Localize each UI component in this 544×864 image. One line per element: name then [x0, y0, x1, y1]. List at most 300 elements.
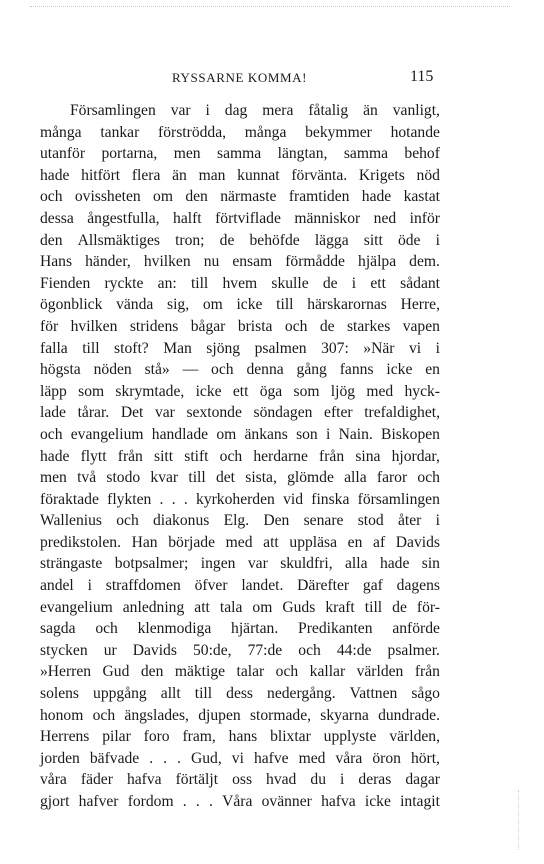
word: Man	[163, 339, 192, 357]
word: tankar	[100, 123, 140, 141]
text-line	[40, 446, 440, 468]
word: en	[425, 361, 440, 379]
word: hvad	[266, 771, 297, 789]
word: tron;	[175, 231, 205, 249]
word: sextonde	[186, 404, 242, 422]
word: ögonblick	[40, 296, 103, 314]
word: gång	[296, 361, 327, 379]
word: foro	[143, 728, 170, 746]
word: förvänta.	[291, 166, 348, 184]
word: klenmodiga	[137, 620, 212, 638]
word: lägga	[314, 231, 349, 249]
word: till	[190, 274, 209, 292]
text-line	[40, 338, 440, 360]
word: sig,	[167, 296, 190, 314]
word: hyck-	[404, 382, 440, 400]
word: Herrens	[40, 728, 90, 746]
word: sitt	[363, 231, 383, 249]
word: många	[40, 123, 82, 141]
word: gaf	[362, 577, 383, 595]
word: en	[347, 533, 363, 551]
word: och	[284, 317, 308, 335]
word: .	[182, 793, 187, 810]
word: alla	[345, 555, 368, 573]
word: kvar	[150, 469, 179, 487]
word: nöden	[93, 361, 132, 379]
word: Den	[263, 512, 290, 530]
word: samma	[343, 145, 388, 163]
word: med	[298, 749, 326, 767]
word: 44:de	[336, 641, 372, 659]
text-line	[40, 597, 440, 619]
word: finska	[311, 490, 350, 508]
word: stoft?	[114, 339, 149, 357]
word: andel	[40, 577, 74, 595]
word: dag	[224, 102, 248, 119]
word: halft	[173, 209, 202, 227]
word: ovänner	[261, 793, 312, 810]
word: fordom	[127, 793, 174, 810]
word: skrymtade,	[115, 382, 185, 400]
top-edge-rule	[30, 6, 510, 7]
word: hjärtan.	[231, 620, 279, 638]
word: de	[322, 274, 338, 292]
word: fram,	[182, 728, 216, 746]
text-line	[40, 769, 440, 791]
word: anförde	[392, 620, 440, 638]
word: skuldfri,	[280, 555, 333, 573]
word: Det	[120, 404, 144, 422]
text-line	[40, 143, 440, 165]
word: kastat	[403, 188, 440, 206]
word: sådant	[400, 274, 440, 292]
word: våra	[40, 771, 67, 789]
text-line	[40, 251, 440, 273]
word: som	[78, 382, 105, 400]
word: mera	[262, 102, 294, 119]
word: de	[219, 231, 235, 249]
word: kyrkoherden	[196, 490, 275, 508]
word: man	[198, 166, 226, 184]
word: dundrade.	[378, 706, 440, 724]
text-line	[40, 467, 440, 489]
word: hotande	[390, 123, 440, 141]
word: och	[211, 361, 234, 379]
word: förströdda,	[158, 123, 227, 141]
word: hans	[228, 728, 258, 746]
word: nu	[203, 253, 220, 271]
word: flera	[131, 166, 161, 184]
word: i	[351, 274, 357, 292]
word: människor	[294, 209, 361, 227]
word: världen	[356, 663, 404, 681]
word: dagens	[396, 577, 440, 595]
word: än	[172, 166, 187, 184]
word: —	[182, 361, 199, 379]
word: fäder	[80, 771, 113, 789]
word: icke	[386, 361, 413, 379]
word: änkans	[244, 425, 288, 443]
word: af	[373, 533, 386, 551]
text-line	[40, 186, 440, 208]
word: från	[414, 663, 440, 681]
word: Elg.	[223, 512, 250, 530]
word: Församlingen	[70, 102, 156, 119]
word: öron	[372, 749, 401, 767]
word: Allsmäktiges	[77, 231, 160, 249]
word: an:	[157, 274, 177, 292]
word: men	[40, 469, 67, 487]
word: läpp	[40, 382, 67, 400]
word: ett	[370, 274, 386, 292]
word: oss	[232, 771, 253, 789]
word: .	[159, 490, 164, 508]
word: förtäljt	[175, 771, 219, 789]
word: den	[140, 663, 164, 681]
page-edge-marks	[518, 790, 520, 850]
word: för	[40, 317, 59, 335]
word: bågar	[190, 317, 226, 335]
word: kallar	[309, 663, 346, 681]
word: och	[298, 641, 321, 659]
word: härskarornas	[307, 296, 387, 314]
body-text	[40, 100, 440, 813]
text-line	[40, 489, 440, 511]
text-line	[40, 208, 440, 230]
word: talar	[236, 663, 265, 681]
word: uppgång	[93, 685, 147, 703]
word: ingen	[200, 555, 236, 573]
word: hade	[361, 188, 392, 206]
word: vi	[408, 339, 422, 357]
word: till	[82, 339, 100, 357]
word: än	[363, 102, 378, 119]
word: med	[225, 533, 253, 551]
word: 77:de	[247, 641, 283, 659]
word: öde	[397, 231, 421, 249]
word: stormade,	[249, 706, 312, 724]
word: och	[275, 663, 299, 681]
word: ljög	[330, 382, 356, 400]
word: 307:	[321, 339, 349, 357]
word: dagar	[405, 771, 440, 789]
word: den	[40, 231, 63, 249]
word: dem.	[409, 253, 440, 271]
word: började	[168, 533, 216, 551]
word: med	[366, 382, 394, 400]
word: som	[293, 382, 320, 400]
word: Davids	[395, 533, 440, 551]
word: starkes	[346, 317, 391, 335]
word: portarna,	[101, 145, 158, 163]
word: att	[263, 533, 279, 551]
word: »Herren	[40, 663, 92, 681]
word: behöfde	[249, 231, 300, 249]
word: och	[95, 620, 118, 638]
word: icke	[236, 296, 263, 314]
word: uppläsa	[289, 533, 338, 551]
word: ett	[232, 382, 249, 400]
word: hitfört	[81, 166, 121, 184]
word: alla	[344, 469, 367, 487]
word: och	[40, 188, 63, 206]
word: ovissheten	[74, 188, 141, 206]
text-line	[40, 100, 440, 122]
word: blixtar	[270, 728, 311, 746]
word: Gud,	[191, 749, 222, 767]
word: skyarna	[320, 706, 369, 724]
word: inför	[409, 209, 440, 227]
word: om	[252, 598, 273, 616]
word: allt	[160, 685, 181, 703]
word: om	[153, 188, 173, 206]
word: framtiden	[288, 188, 350, 206]
word: dessa	[40, 209, 74, 227]
word: och	[417, 469, 440, 487]
word: hafva	[126, 771, 162, 789]
word: åter	[397, 512, 422, 530]
word: hade	[40, 166, 70, 184]
word: till	[364, 598, 383, 616]
word: vapen	[402, 317, 440, 335]
word: »När	[363, 339, 395, 357]
word: Herre,	[400, 296, 440, 314]
text-line	[40, 316, 440, 338]
word: längtan,	[277, 145, 328, 163]
word: hade	[40, 447, 70, 465]
word: stå»	[144, 361, 170, 379]
word: förtviflade	[215, 209, 281, 227]
word: till	[276, 296, 294, 314]
word: söndagen	[253, 404, 313, 422]
word: stycken	[40, 641, 88, 659]
word: icke	[195, 382, 222, 400]
word: intagit	[400, 793, 440, 810]
word: hafver	[78, 793, 119, 810]
word: .	[163, 749, 168, 767]
text-line	[40, 683, 440, 705]
word: närmaste	[220, 188, 277, 206]
word: var	[247, 555, 268, 573]
word: sin	[421, 555, 440, 573]
word: brista	[237, 317, 273, 335]
word: lade	[40, 404, 66, 422]
word: ängslades,	[124, 706, 189, 724]
word: högsta	[40, 361, 81, 379]
word: i	[340, 771, 345, 789]
word: hade	[379, 555, 410, 573]
text-line	[40, 705, 440, 727]
word: de	[392, 598, 407, 616]
word: solens	[40, 685, 79, 703]
word: straffdomen	[105, 577, 181, 595]
word: i	[87, 577, 92, 595]
word: stridens	[129, 317, 179, 335]
word: för-	[416, 598, 440, 616]
text-line	[40, 122, 440, 144]
text-line	[40, 618, 440, 640]
word: hört,	[410, 749, 440, 767]
word: var	[170, 102, 191, 119]
word: sågo	[411, 685, 440, 703]
word: .	[183, 490, 188, 508]
word: Guds	[282, 598, 316, 616]
word: till	[194, 685, 213, 703]
word: .	[195, 793, 200, 810]
word: församlingen	[357, 490, 440, 508]
word: fåtalig	[308, 102, 349, 119]
word: faror	[376, 469, 408, 487]
word: Gud	[102, 663, 130, 681]
word: från	[319, 447, 345, 465]
word: deras	[358, 771, 392, 789]
word: evangelium	[70, 425, 144, 443]
word: hjordar,	[391, 447, 440, 465]
word: ryckte	[104, 274, 144, 292]
word: 50:de,	[192, 641, 232, 659]
word: Biskopen	[381, 425, 440, 443]
word: behof	[404, 145, 440, 163]
word: Nain.	[338, 425, 373, 443]
word: predikstolen.	[40, 533, 121, 551]
word: flytt	[80, 447, 107, 465]
word: i	[435, 231, 440, 249]
word: från	[117, 447, 143, 465]
word: öfver	[194, 577, 228, 595]
word: bäfvade	[89, 749, 140, 767]
word: men	[173, 145, 201, 163]
word: .	[149, 749, 154, 767]
text-line	[40, 273, 440, 295]
word: vanligt,	[392, 102, 440, 119]
text-line	[40, 661, 440, 683]
word: mäktige	[174, 663, 226, 681]
word: sina	[355, 447, 381, 465]
word: vi	[231, 749, 244, 767]
word: tårar.	[77, 404, 110, 422]
word: icke	[364, 793, 391, 810]
word: och	[116, 512, 139, 530]
word: öga	[259, 382, 283, 400]
running-title: RYSSARNE KOMMA!	[172, 70, 308, 85]
word: .	[177, 749, 181, 767]
text-line	[40, 748, 440, 770]
text-line	[40, 381, 440, 403]
word: glömde	[287, 469, 334, 487]
word: hvilken	[70, 317, 118, 335]
word: pilar	[102, 728, 131, 746]
word: samma	[217, 145, 262, 163]
word: efter	[324, 404, 353, 422]
word: många	[244, 123, 287, 141]
word: Vattnen	[349, 685, 398, 703]
word: till	[188, 469, 206, 487]
word: falla	[40, 339, 68, 357]
word: och	[219, 447, 243, 465]
word: ned	[373, 209, 397, 227]
word: upplyste	[323, 728, 377, 746]
word: honom	[40, 706, 84, 724]
word: landet.	[241, 577, 284, 595]
text-line	[40, 510, 440, 532]
word: flykten	[107, 490, 152, 508]
word: jorden	[40, 749, 80, 767]
word: stod	[357, 512, 384, 530]
text-line	[40, 402, 440, 424]
word: .	[171, 490, 176, 508]
word: ångestfulla,	[87, 209, 160, 227]
word: tala	[219, 598, 243, 616]
word: kunnat	[237, 166, 280, 184]
word: de	[319, 317, 335, 335]
word: Våra	[222, 793, 253, 810]
word: skulle	[271, 274, 309, 292]
word: Wallenius	[40, 512, 102, 530]
word: förmådde	[285, 253, 345, 271]
word: nedergång.	[267, 685, 336, 703]
word: i	[205, 102, 210, 119]
word: Han	[131, 533, 158, 551]
word: den	[185, 188, 208, 206]
word: vid	[283, 490, 304, 508]
word: son	[296, 425, 318, 443]
word: herdarne	[253, 447, 308, 465]
word: stift	[184, 447, 209, 465]
word: Predikanten	[298, 620, 373, 638]
word: strängaste	[40, 555, 103, 573]
word: och	[40, 425, 63, 443]
word: nöd	[416, 166, 440, 184]
word: hafve	[253, 749, 289, 767]
text-line	[40, 575, 440, 597]
text-line	[40, 359, 440, 381]
text-line	[40, 230, 440, 252]
word: sitt	[154, 447, 174, 465]
word: det	[215, 469, 236, 487]
word: psalmer.	[387, 641, 440, 659]
word: stodo	[106, 469, 141, 487]
text-line	[40, 791, 440, 813]
word: Fienden	[40, 274, 91, 292]
text-line	[40, 640, 440, 662]
word: hvem	[222, 274, 258, 292]
word: handlade	[151, 425, 209, 443]
word: gjort	[40, 793, 70, 810]
word: två	[77, 469, 97, 487]
word: anledning	[122, 598, 185, 616]
page-number: 115	[410, 68, 434, 85]
word: i	[435, 512, 440, 530]
word: senare	[303, 512, 344, 530]
word: föraktade	[40, 490, 99, 508]
text-line	[40, 532, 440, 554]
word: du	[310, 771, 326, 789]
word: i	[325, 425, 331, 443]
word: sista,	[245, 469, 277, 487]
word: kraft	[325, 598, 355, 616]
word: hvilken	[143, 253, 191, 271]
word: om	[202, 296, 223, 314]
word: sjöng	[206, 339, 241, 357]
word: var	[154, 404, 175, 422]
word: denna	[246, 361, 284, 379]
word: psalmen	[254, 339, 307, 357]
word: bekymmer	[305, 123, 372, 141]
word: Hans	[40, 253, 73, 271]
word: dess	[226, 685, 253, 703]
text-line	[40, 424, 440, 446]
word: Davids	[132, 641, 177, 659]
